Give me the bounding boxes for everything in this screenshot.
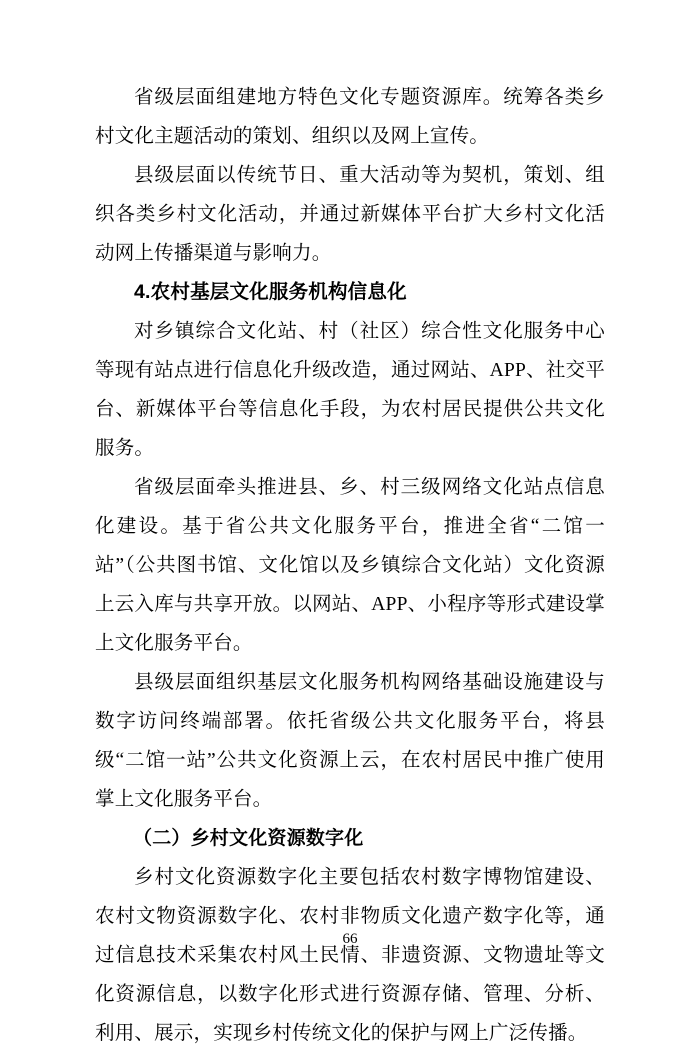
paragraph-6: 乡村文化资源数字化主要包括农村数字博物馆建设、农村文物资源数字化、农村非物质文化遗产数字化等，通过信息技术采集农村风土民情、非遗资源、文物遗址等文化资源信息，以数字化形式进行资源存储、管理、分析、利用、展示，实现乡村传统文化的保护与网上广泛传播。 — [95, 867, 605, 1044]
paragraph-4: 省级层面牵头推进县、乡、村三级网络文化站点信息化建设。基于省公共文化服务平台，推进全省“二馆一站”（公共图书馆、文化馆以及乡镇综合文化站）文化资源上云入库与共享开放。以网站、APP、小程序等形式建设掌上文化服务平台。 — [95, 477, 605, 654]
page-number: 66 — [342, 931, 358, 947]
paragraph-3: 对乡镇综合文化站、村（社区）综合性文化服务中心等现有站点进行信息化升级改造，通过网站、APP、社交平台、新媒体平台等信息化手段，为农村居民提供公共文化服务。 — [95, 321, 605, 459]
paragraph-2: 县级层面以传统节日、重大活动等为契机，策划、组织各类乡村文化活动，并通过新媒体平台扩大乡村文化活动网上传播渠道与影响力。 — [95, 165, 605, 264]
paragraph-1: 省级层面组建地方特色文化专题资源库。统筹各类乡村文化主题活动的策划、组织以及网上宣传。 — [95, 87, 605, 147]
paragraph-5: 县级层面组织基层文化服务机构网络基础设施建设与数字访问终端部署。依托省级公共文化服务平台，将县级“二馆一站”公共文化资源上云，在农村居民中推广使用掌上文化服务平台。 — [95, 672, 605, 810]
section-subheading-2: （二）乡村文化资源数字化 — [133, 828, 364, 849]
section-heading-4: 4.农村基层文化服务机构信息化 — [134, 281, 407, 303]
